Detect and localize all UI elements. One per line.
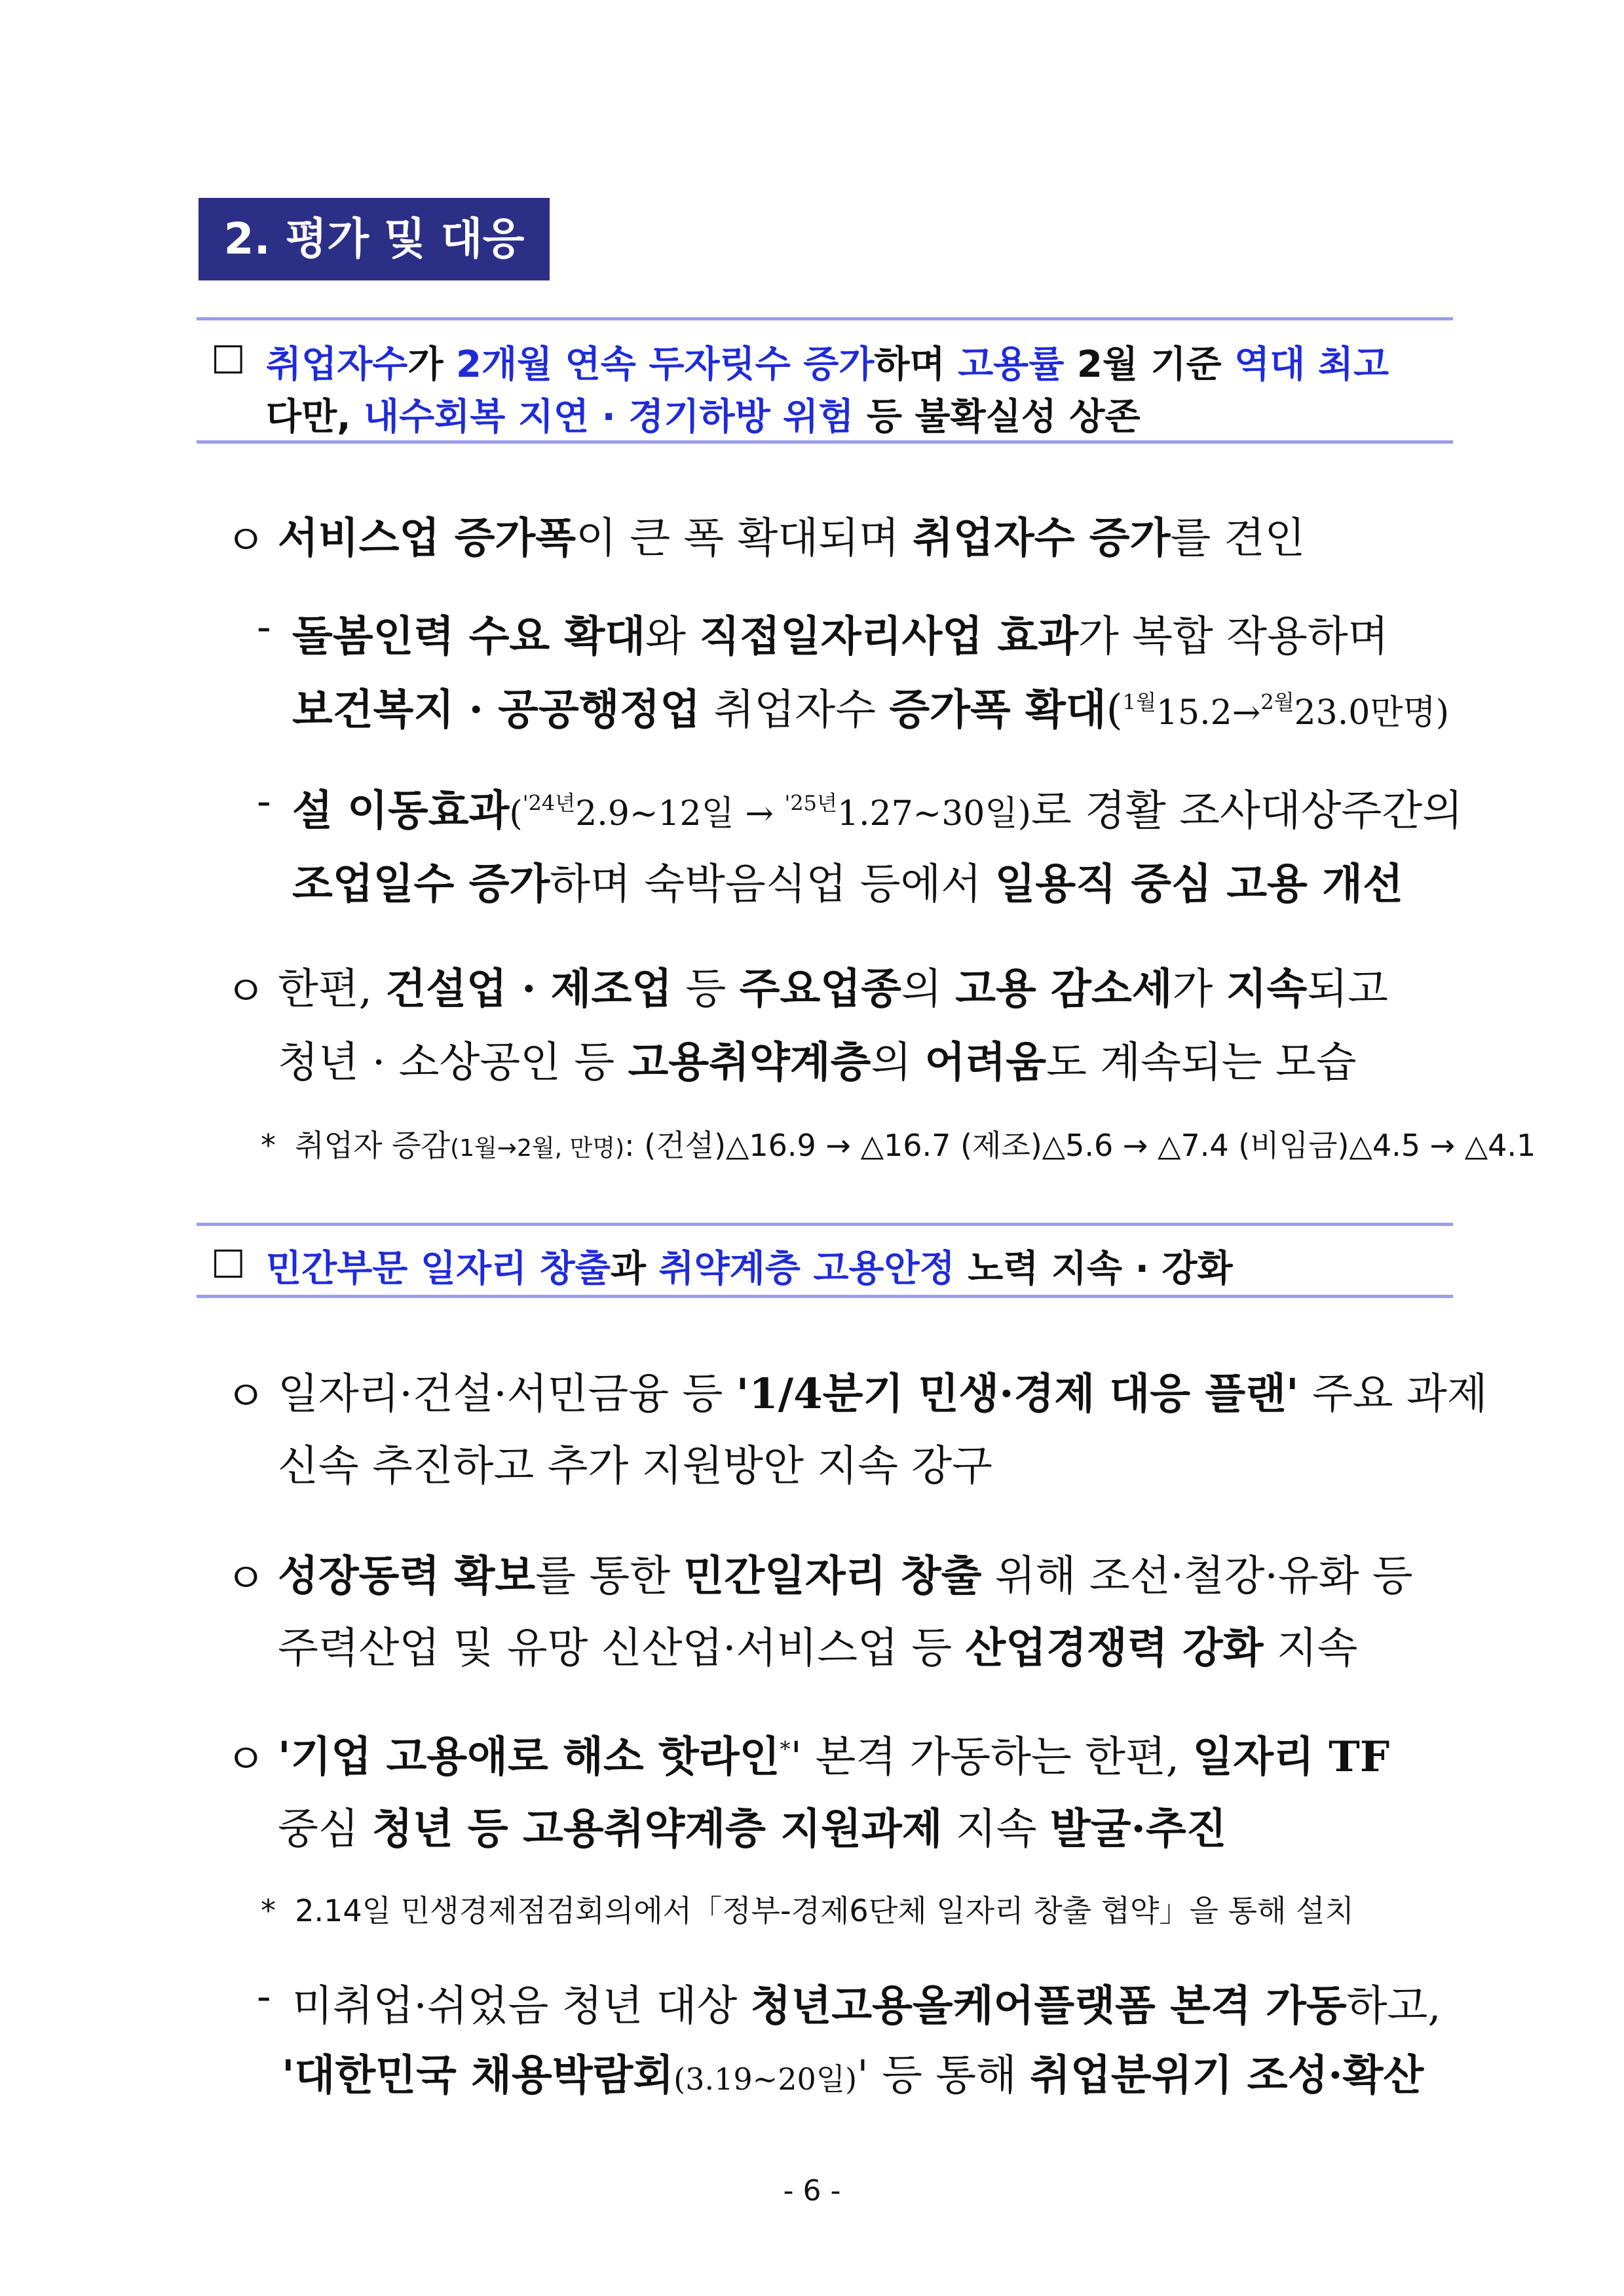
n1-small: (1월→2월, 만명) — [450, 1135, 625, 1162]
d2-part2: 로 경활 조사대상주간의 — [1030, 787, 1463, 835]
n1-rest: : (건설)△16.9 → △16.7 (제조)△5.6 → △7.4 (비임금)△4.5 → △4.1 — [624, 1128, 1536, 1163]
d3-l1-part2: 하고, — [1346, 1982, 1441, 2031]
box2-line1-seg-1: 과 — [610, 1248, 659, 1290]
p2-l2-part2: 의 — [871, 1039, 925, 1087]
d3-l2-small: (3.19~20일) — [673, 2061, 858, 2097]
page-number: - 6 - — [783, 2174, 841, 2208]
p5-l1-b: ' 본격 가동하는 한편, — [790, 1733, 1193, 1782]
d2-line2 — [292, 851, 1403, 911]
box1-line1-seg-5: 2월 기준 — [1064, 343, 1235, 386]
d1-marker: - — [257, 603, 271, 651]
d3-l1-part1: 청년고용올케어플랫폼 본격 가동 — [750, 1981, 1347, 2031]
p4-line1 — [278, 1542, 1413, 1603]
p2-l1-part7: 지속 — [1226, 965, 1308, 1014]
box2-line1-seg-3: 노력 지속 · 강화 — [954, 1248, 1233, 1290]
p1-part0: 서비스업 증가폭 — [278, 514, 576, 563]
d1-line2 — [292, 676, 1449, 737]
d3-l2-b: ' 등 통해 — [857, 2052, 1030, 2100]
p2-line2 — [278, 1029, 1357, 1089]
p2-l1-part0: 한편, — [278, 965, 386, 1014]
p4-l2-part1: 산업경쟁력 강화 — [965, 1624, 1264, 1673]
p1-part2: 취업자수 증가 — [913, 514, 1171, 563]
d1-l2-part2: 증가폭 확대 — [889, 685, 1106, 735]
p4-l2-part2: 지속 — [1263, 1624, 1358, 1673]
box2-top-rule — [197, 1223, 1453, 1226]
box1-line1-seg-4: 고용률 — [958, 343, 1065, 386]
d2-sup1: '24년 — [522, 790, 576, 816]
p2-l1-part1: 건설업 · 제조업 — [385, 965, 673, 1014]
section-title: 2. 평가 및 대응 — [198, 198, 550, 280]
box2-marker: □ — [211, 1240, 246, 1282]
p2-l1-part4: 의 — [901, 965, 956, 1014]
p2-l2-part1: 고용취약계층 — [628, 1038, 871, 1087]
d2-sup2: '25년 — [784, 790, 837, 816]
box1-top-rule — [197, 317, 1453, 320]
n1-marker: * — [261, 1128, 276, 1163]
p3-marker: ㅇ — [225, 1373, 266, 1421]
n1-note — [261, 1122, 1536, 1165]
box2-line1 — [266, 1240, 1233, 1292]
box1-line1-seg-6: 역대 최고 — [1234, 343, 1389, 386]
d1-l1-part2: 직접일자리사업 효과 — [699, 612, 1079, 661]
box1-line2 — [266, 388, 1141, 440]
p2-l1-part2: 등 — [672, 965, 740, 1014]
n2-marker: * — [261, 1893, 276, 1928]
d2-line1 — [292, 777, 1463, 837]
box1-line1-seg-1: 가 — [407, 343, 456, 386]
box2-line1-seg-2: 취약계층 고용안정 — [658, 1248, 955, 1290]
n2-text: 2.14일 민생경제점검회의에서「정부-경제6단체 일자리 창출 협약」을 통해 설치 — [295, 1893, 1354, 1928]
d2-l2-part2: 일용직 중심 고용 개선 — [994, 860, 1403, 909]
d1-l2-part3: ( — [1106, 686, 1123, 735]
box1-line1 — [266, 335, 1389, 388]
p5-l1-c: 일자리 TF — [1192, 1732, 1390, 1782]
box1-line1-seg-0: 취업자수 — [266, 343, 408, 386]
p3-line2: 신속 추진하고 추가 지원방안 지속 강구 — [278, 1442, 992, 1491]
d2-val2: 1.27~30일) — [837, 794, 1031, 833]
d3-marker: - — [257, 1972, 271, 2021]
d2-paren: ( — [509, 794, 523, 833]
p5-l2-part3: 발굴·추진 — [1049, 1805, 1227, 1854]
box2-bottom-rule — [197, 1295, 1453, 1298]
d1-l1-part3: 가 복합 작용하며 — [1078, 613, 1389, 661]
d2-marker: - — [257, 777, 271, 826]
d1-line1 — [292, 603, 1389, 663]
d1-l1-part1: 와 — [645, 613, 700, 661]
p4-l2-part0: 주력산업 및 유망 신산업·서비스업 등 — [278, 1624, 966, 1673]
box1-line2-seg-0: 다만, — [266, 396, 364, 438]
d2-part1: 설 이동효과 — [292, 786, 510, 835]
p1-part3: 를 견인 — [1170, 514, 1306, 563]
p5-l1-sup: * — [780, 1736, 791, 1762]
d3-l2-a: '대한민국 채용박람회 — [282, 2051, 674, 2100]
p3-l1-part0: 일자리·건설·서민금융 등 — [278, 1370, 736, 1419]
p2-l1-part3: 주요업종 — [739, 965, 901, 1014]
d1-l2-part1: 취업자수 — [700, 686, 890, 735]
n1-text: 취업자 증감 — [295, 1128, 451, 1163]
p5-line1 — [278, 1723, 1389, 1784]
d1-l1-part0: 돌봄인력 수요 확대 — [292, 612, 646, 661]
p4-marker: ㅇ — [225, 1555, 266, 1603]
box1-line1-seg-3: 하며 — [874, 343, 958, 386]
n2-note — [261, 1887, 1354, 1930]
p3-line1 — [278, 1360, 1488, 1421]
p2-l2-part0: 청년 · 소상공인 등 — [278, 1039, 628, 1087]
d3-l1-part0: 미취업·쉬었음 청년 대상 — [292, 1982, 751, 2031]
p2-line1 — [278, 955, 1388, 1016]
p5-marker: ㅇ — [225, 1736, 266, 1784]
p4-l1-part0: 성장동력 확보 — [278, 1552, 536, 1601]
p1-marker: ㅇ — [225, 517, 266, 565]
p2-l2-part4: 도 계속되는 모습 — [1046, 1039, 1357, 1087]
d1-val1: 15.2→ — [1156, 693, 1261, 733]
p5-l2-part2: 지속 — [942, 1805, 1050, 1854]
box1-line2-seg-1: 내수회복 지연 · 경기하방 위험 — [363, 396, 854, 438]
d3-l2-c: 취업분위기 조성·확산 — [1030, 2051, 1424, 2100]
p2-l1-part8: 되고 — [1307, 965, 1389, 1014]
box1-line1-seg-2: 2개월 연속 두자릿수 증가 — [455, 343, 875, 386]
p1-text — [278, 505, 1305, 565]
box1-bottom-rule — [197, 440, 1453, 444]
p3-l1-part1: '1/4분기 민생·경제 대응 플랜' — [736, 1369, 1299, 1419]
box2-line1-seg-0: 민간부문 일자리 창출 — [266, 1248, 611, 1290]
p4-line2 — [278, 1615, 1357, 1675]
p5-l2-part1: 청년 등 고용취약계층 지원과제 — [372, 1805, 943, 1854]
d1-sup2: 2월 — [1260, 689, 1294, 715]
p2-marker: ㅇ — [225, 968, 266, 1016]
p4-l1-part2: 민간일자리 창출 — [683, 1552, 982, 1601]
d3-line1 — [292, 1972, 1441, 2033]
p5-line2 — [278, 1795, 1226, 1856]
d2-val1: 2.9~12일 → — [575, 794, 785, 833]
box1-line2-seg-2: 등 불확실성 상존 — [854, 396, 1141, 438]
p4-l1-part3: 위해 조선·철강·유화 등 — [981, 1552, 1413, 1601]
d1-sup1: 1월 — [1122, 689, 1156, 715]
p2-l1-part6: 가 — [1172, 965, 1226, 1014]
box1-marker: □ — [211, 335, 246, 378]
d2-l2-part1: 하며 숙박음식업 등에서 — [550, 860, 995, 909]
p2-l2-part3: 어려움 — [924, 1038, 1047, 1087]
p5-l2-part0: 중심 — [278, 1805, 372, 1854]
d1-val2: 23.0만명) — [1294, 693, 1450, 733]
p3-l1-part2: 주요 과제 — [1298, 1370, 1488, 1419]
p1-part1: 이 큰 폭 확대되며 — [576, 514, 913, 563]
d3-line2 — [282, 2042, 1424, 2102]
d2-l2-part0: 조업일수 증가 — [292, 860, 550, 909]
p5-l1-a: '기업 고용애로 해소 핫라인 — [278, 1732, 780, 1782]
p2-l1-part5: 고용 감소세 — [955, 965, 1173, 1014]
d1-l2-part0: 보건복지 · 공공행정업 — [292, 685, 701, 735]
p4-l1-part1: 를 통한 — [535, 1552, 684, 1601]
